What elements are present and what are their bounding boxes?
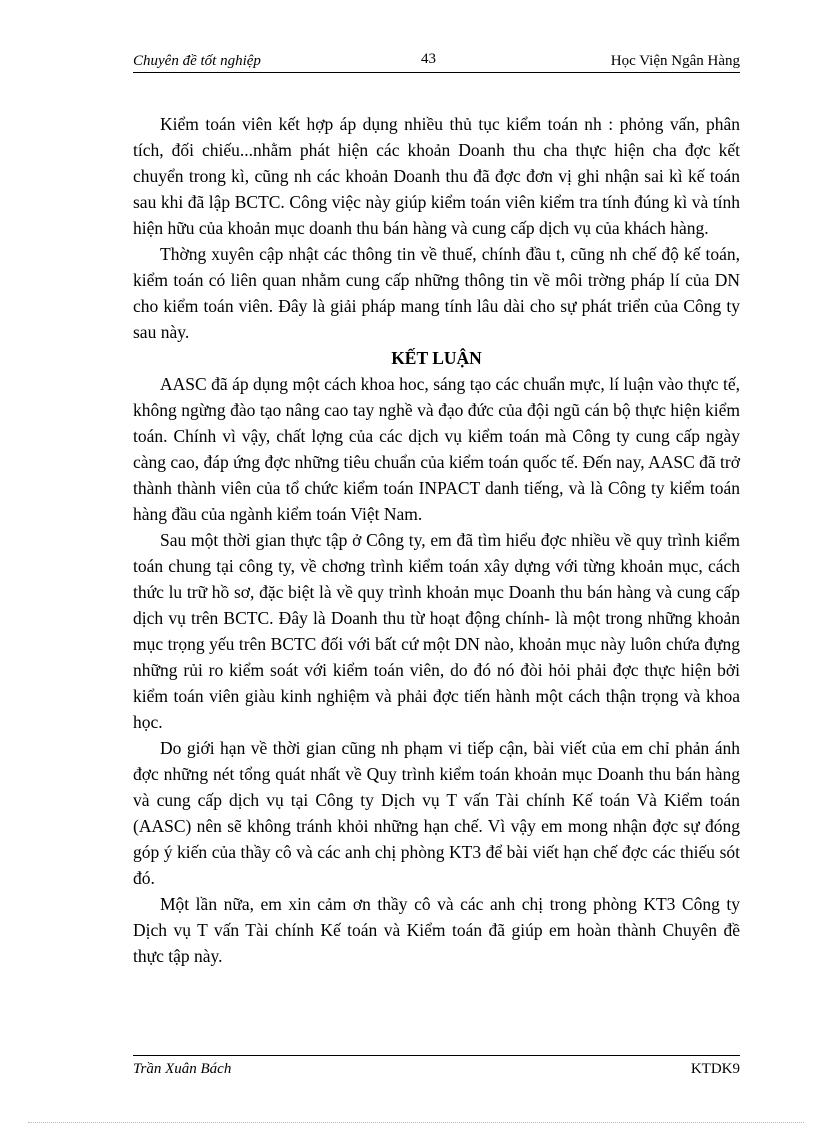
page-number: 43: [421, 51, 436, 67]
header-institution: Học Viện Ngân Hàng: [610, 53, 740, 69]
page-body: [133, 111, 740, 969]
paragraph-acknowledgements: Một lần nữa, em xin cảm ơn thầy cô và các anh chị trong phòng KT3 Công ty Dịch vụ T vấn Tài chính Kế toán và Kiểm toán đã giúp em hoàn thành Chuyên đề thực tập này.: [133, 894, 740, 966]
page-header: [133, 50, 740, 73]
paragraph-audit-procedures: Kiểm toán viên kết hợp áp dụng nhiều thủ tục kiểm toán nh : phỏng vấn, phân tích, đối chiếu...nhằm phát hiện các khoản Doanh thu cha thực hiện cha đợc kết chuyển trong kì, cũng nh các khoản Doanh thu đã đợc đơn vị ghi nhận sai kì kế toán sau khi đã lập BCTC. Công việc này giúp kiểm toán viên kiểm tra tính đúng kì và tính hiện hữu của khoản mục doanh thu bán hàng và cung cấp dịch vụ của khách hàng.: [133, 114, 740, 238]
paragraph-limitations: Do giới hạn về thời gian cũng nh phạm vi tiếp cận, bài viết của em chỉ phản ánh đợc những nét tổng quát nhất về Quy trình kiểm toán khoản mục Doanh thu bán hàng và cung cấp dịch vụ tại Công ty Dịch vụ T vấn Tài chính Kế toán Và Kiểm toán (AASC) nên sẽ không tránh khỏi những hạn chế. Vì vậy em mong nhận đợc sự đóng góp ý kiến của thầy cô và các anh chị phòng KT3 để bài viết hạn chế đợc các thiếu sót đó.: [133, 738, 740, 888]
footer-class-code: KTDK9: [690, 1061, 740, 1077]
footer-author: Trần Xuân Bách: [133, 1061, 232, 1077]
conclusion-heading: KẾT LUẬN: [391, 348, 482, 368]
paragraph-aasc-achievements: AASC đã áp dụng một cách khoa hoc, sáng tạo các chuẩn mực, lí luận vào thực tế, không ngừng đào tạo nâng cao tay nghề và đạo đức của đội ngũ cán bộ thực hiện kiểm toán. Chính vì vậy, chất lợng của các dịch vụ kiểm toán mà Công ty cung cấp ngày càng cao, đáp ứng đợc những tiêu chuẩn của kiểm toán quốc tế. Đến nay, AASC đã trở thành thành viên của tổ chức kiểm toán INPACT danh tiếng, và là Công ty kiểm toán hàng đầu của ngành kiểm toán Việt Nam.: [133, 374, 740, 524]
paragraph-internship-summary: Sau một thời gian thực tập ở Công ty, em đã tìm hiểu đợc nhiều về quy trình kiểm toán chung tại công ty, về chơng trình kiểm toán xây dựng với từng khoản mục, cách thức lu trữ hồ sơ, đặc biệt là về quy trình khoản mục Doanh thu bán hàng và cung cấp dịch vụ trên BCTC. Đây là Doanh thu từ hoạt động chính- là một trong những khoản mục trọng yếu trên BCTC đối với bất cứ một DN nào, khoản mục này luôn chứa đựng những rủi ro kiểm soát với kiểm toán viên, do đó nó đòi hỏi phải đợc thực hiện bởi kiểm toán viên giàu kinh nghiệm và phải đợc tiến hành một cách thận trọng và khoa học.: [133, 530, 740, 732]
paragraph-regulation-updates: Thờng xuyên cập nhật các thông tin về thuế, chính đầu t, cũng nh chế độ kế toán, kiểm toán có liên quan nhằm cung cấp những thông tin về môi trờng pháp lí của DN cho kiểm toán viên. Đây là giải pháp mang tính lâu dài cho sự phát triển của Công ty sau này.: [133, 244, 740, 342]
page-footer: [133, 1055, 740, 1077]
header-document-type: Chuyên đề tốt nghiệp: [133, 53, 261, 69]
